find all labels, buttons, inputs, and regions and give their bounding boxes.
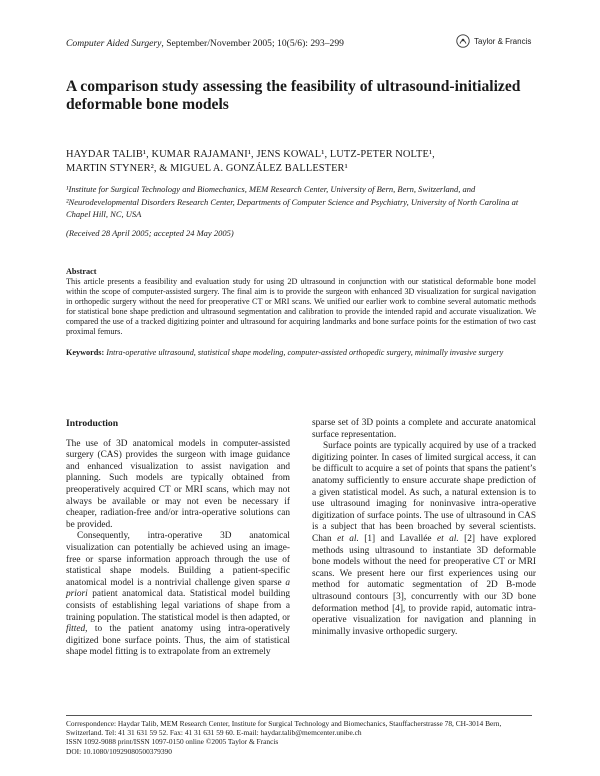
keywords-heading: Keywords: — [66, 348, 105, 357]
publisher-name: Taylor & Francis — [474, 36, 532, 46]
received-dates: (Received 28 April 2005; accepted 24 May 2005) — [66, 228, 234, 238]
text-run: [1] and Lavallée — [358, 533, 437, 544]
intro-paragraph-1: The use of 3D anatomical models in computer-assisted surgery (CAS) provides the surgeon with image guidance and enhanced visualization to assist navigation and planning. Such models are typically obtained from preoperatively acquired CT or MRI scans, which may not always be available or may not even be necessary if cheaper, radiation-free and/or intra-operative solutions can be provided. — [66, 438, 290, 530]
abstract-heading: Abstract — [66, 267, 97, 276]
intro-paragraph-4 — [312, 441, 536, 638]
affiliation-2: ²Neurodevelopmental Disorders Research Center, Departments of Computer Science and Psychiatry, University of North Carolina at Chapel Hill, NC, USA — [66, 196, 519, 219]
affiliation-1: ¹Institute for Surgical Technology and Biomechanics, MEM Research Center, University of Bern, Bern, Switzerland, and — [66, 184, 476, 194]
text-run: patient anatomical data. Statistical model building consists of establishing legal variations of shape from a training population. The statistical model is then adapted, or — [66, 589, 290, 623]
text-run: [2] have explored methods using ultrasound to instantiate 3D deformable bone models without the need for preoperative CT or MRI scans. We present here our first experiences using our method for automatic segmentation of 2D B-mode ultrasound contours [3], concurrently with our 3D bone deformation method [4], to provide rapid, automatic intra-operative visualization for navigation and planning in minimally invasive orthopedic surgery. — [312, 533, 536, 637]
journal-issue: , September/November 2005; 10(5/6): 293–299 — [161, 38, 344, 49]
correspondence-note: Correspondence: Haydar Talib, MEM Research Center, Institute for Surgical Technology and Biomechanics, Stauffacherstrasse 78, CH-3014 Bern, Switzerland. Tel: 41 31 631 59 52. Fax: 41 31 631 59 60. E-mail: haydar.talib@memcenter.unibe.ch — [66, 719, 502, 738]
issn-line: ISSN 1092-9088 print/ISSN 1097-0150 online ©2005 Taylor & Francis — [66, 737, 279, 747]
italic-run: fitted — [66, 624, 86, 635]
affiliations — [66, 183, 536, 221]
text-run: Consequently, intra-operative 3D anatomical visualization can potentially be achieved using an image-free or sparse information approach through the use of statistical shape models. Building a patient-specific anatomical model is a nontrivial challenge given sparse — [66, 531, 290, 588]
italic-run: et al. — [337, 533, 359, 544]
body-column-right — [312, 418, 536, 638]
paper-title: A comparison study assessing the feasibility of ultrasound-initialized deformable bone models — [66, 78, 521, 113]
text-run: , to the patient anatomy using intra-operatively digitized bone surface points. Thus, the aim of statistical shape model fitting is to extrapolate from an extremely — [66, 624, 290, 658]
body-column-left — [66, 418, 290, 659]
keywords-text: Intra-operative ultrasound, statistical shape modeling, computer-assisted orthopedic surgery, minimally invasive surgery — [106, 348, 504, 357]
abstract-text: This article presents a feasibility and evaluation study for using 2D ultrasound in conjunction with our statistical deformable bone model within the scope of computer-assisted surgery. The final aim is to provide the surgeon with enhanced 3D visualization for surgical navigation in orthopedic surgery without the need for preoperative CT or MRI scans. We unified our earlier work to combine several automatic methods for statistical bone shape prediction and ultrasound segmentation and calibration to provide the intended rapid and accurate visualization. We compared the use of a tracked digitizing pointer and ultrasound for acquiring landmarks and bone surface points for the estimation of two cast proximal femurs. — [66, 277, 536, 336]
intro-paragraph-2 — [66, 531, 290, 659]
footer-block — [66, 719, 536, 756]
abstract-block — [66, 267, 536, 337]
author-line-1: HAYDAR TALIB¹, KUMAR RAJAMANI¹, JENS KOWAL¹, LUTZ-PETER NOLTE¹, — [66, 149, 435, 160]
italic-run: et al. — [436, 533, 459, 544]
footer-divider — [66, 715, 532, 716]
keywords-block — [66, 348, 536, 358]
intro-paragraph-3: sparse set of 3D points a complete and accurate anatomical surface representation. — [312, 418, 536, 440]
publisher-logo — [456, 34, 531, 48]
text-run: Surface points are typically acquired by use of a tracked digitizing pointer. In cases of limited surgical access, it can be difficult to acquire a set of points that spans the patient’s anatomy sufficiently to ensure accurate shape prediction of a given statistical model. As such, a natural extension is to use ultrasound imaging for noninvasive intra-operative digitization of surface points. The use of ultrasound in CAS is a subject that has been broached by several scientists. Chan — [312, 441, 536, 544]
author-line-2: MARTIN STYNER², & MIGUEL A. GONZÁLEZ BALLESTER¹ — [66, 163, 348, 174]
author-list — [66, 148, 546, 176]
publisher-emblem-icon — [456, 34, 470, 48]
journal-citation — [66, 38, 344, 49]
doi-line: DOI: 10.1080/10929080500379390 — [66, 746, 172, 756]
section-heading-introduction: Introduction — [66, 418, 119, 429]
journal-name: Computer Aided Surgery — [66, 38, 162, 49]
italic-run: a priori — [66, 577, 290, 600]
